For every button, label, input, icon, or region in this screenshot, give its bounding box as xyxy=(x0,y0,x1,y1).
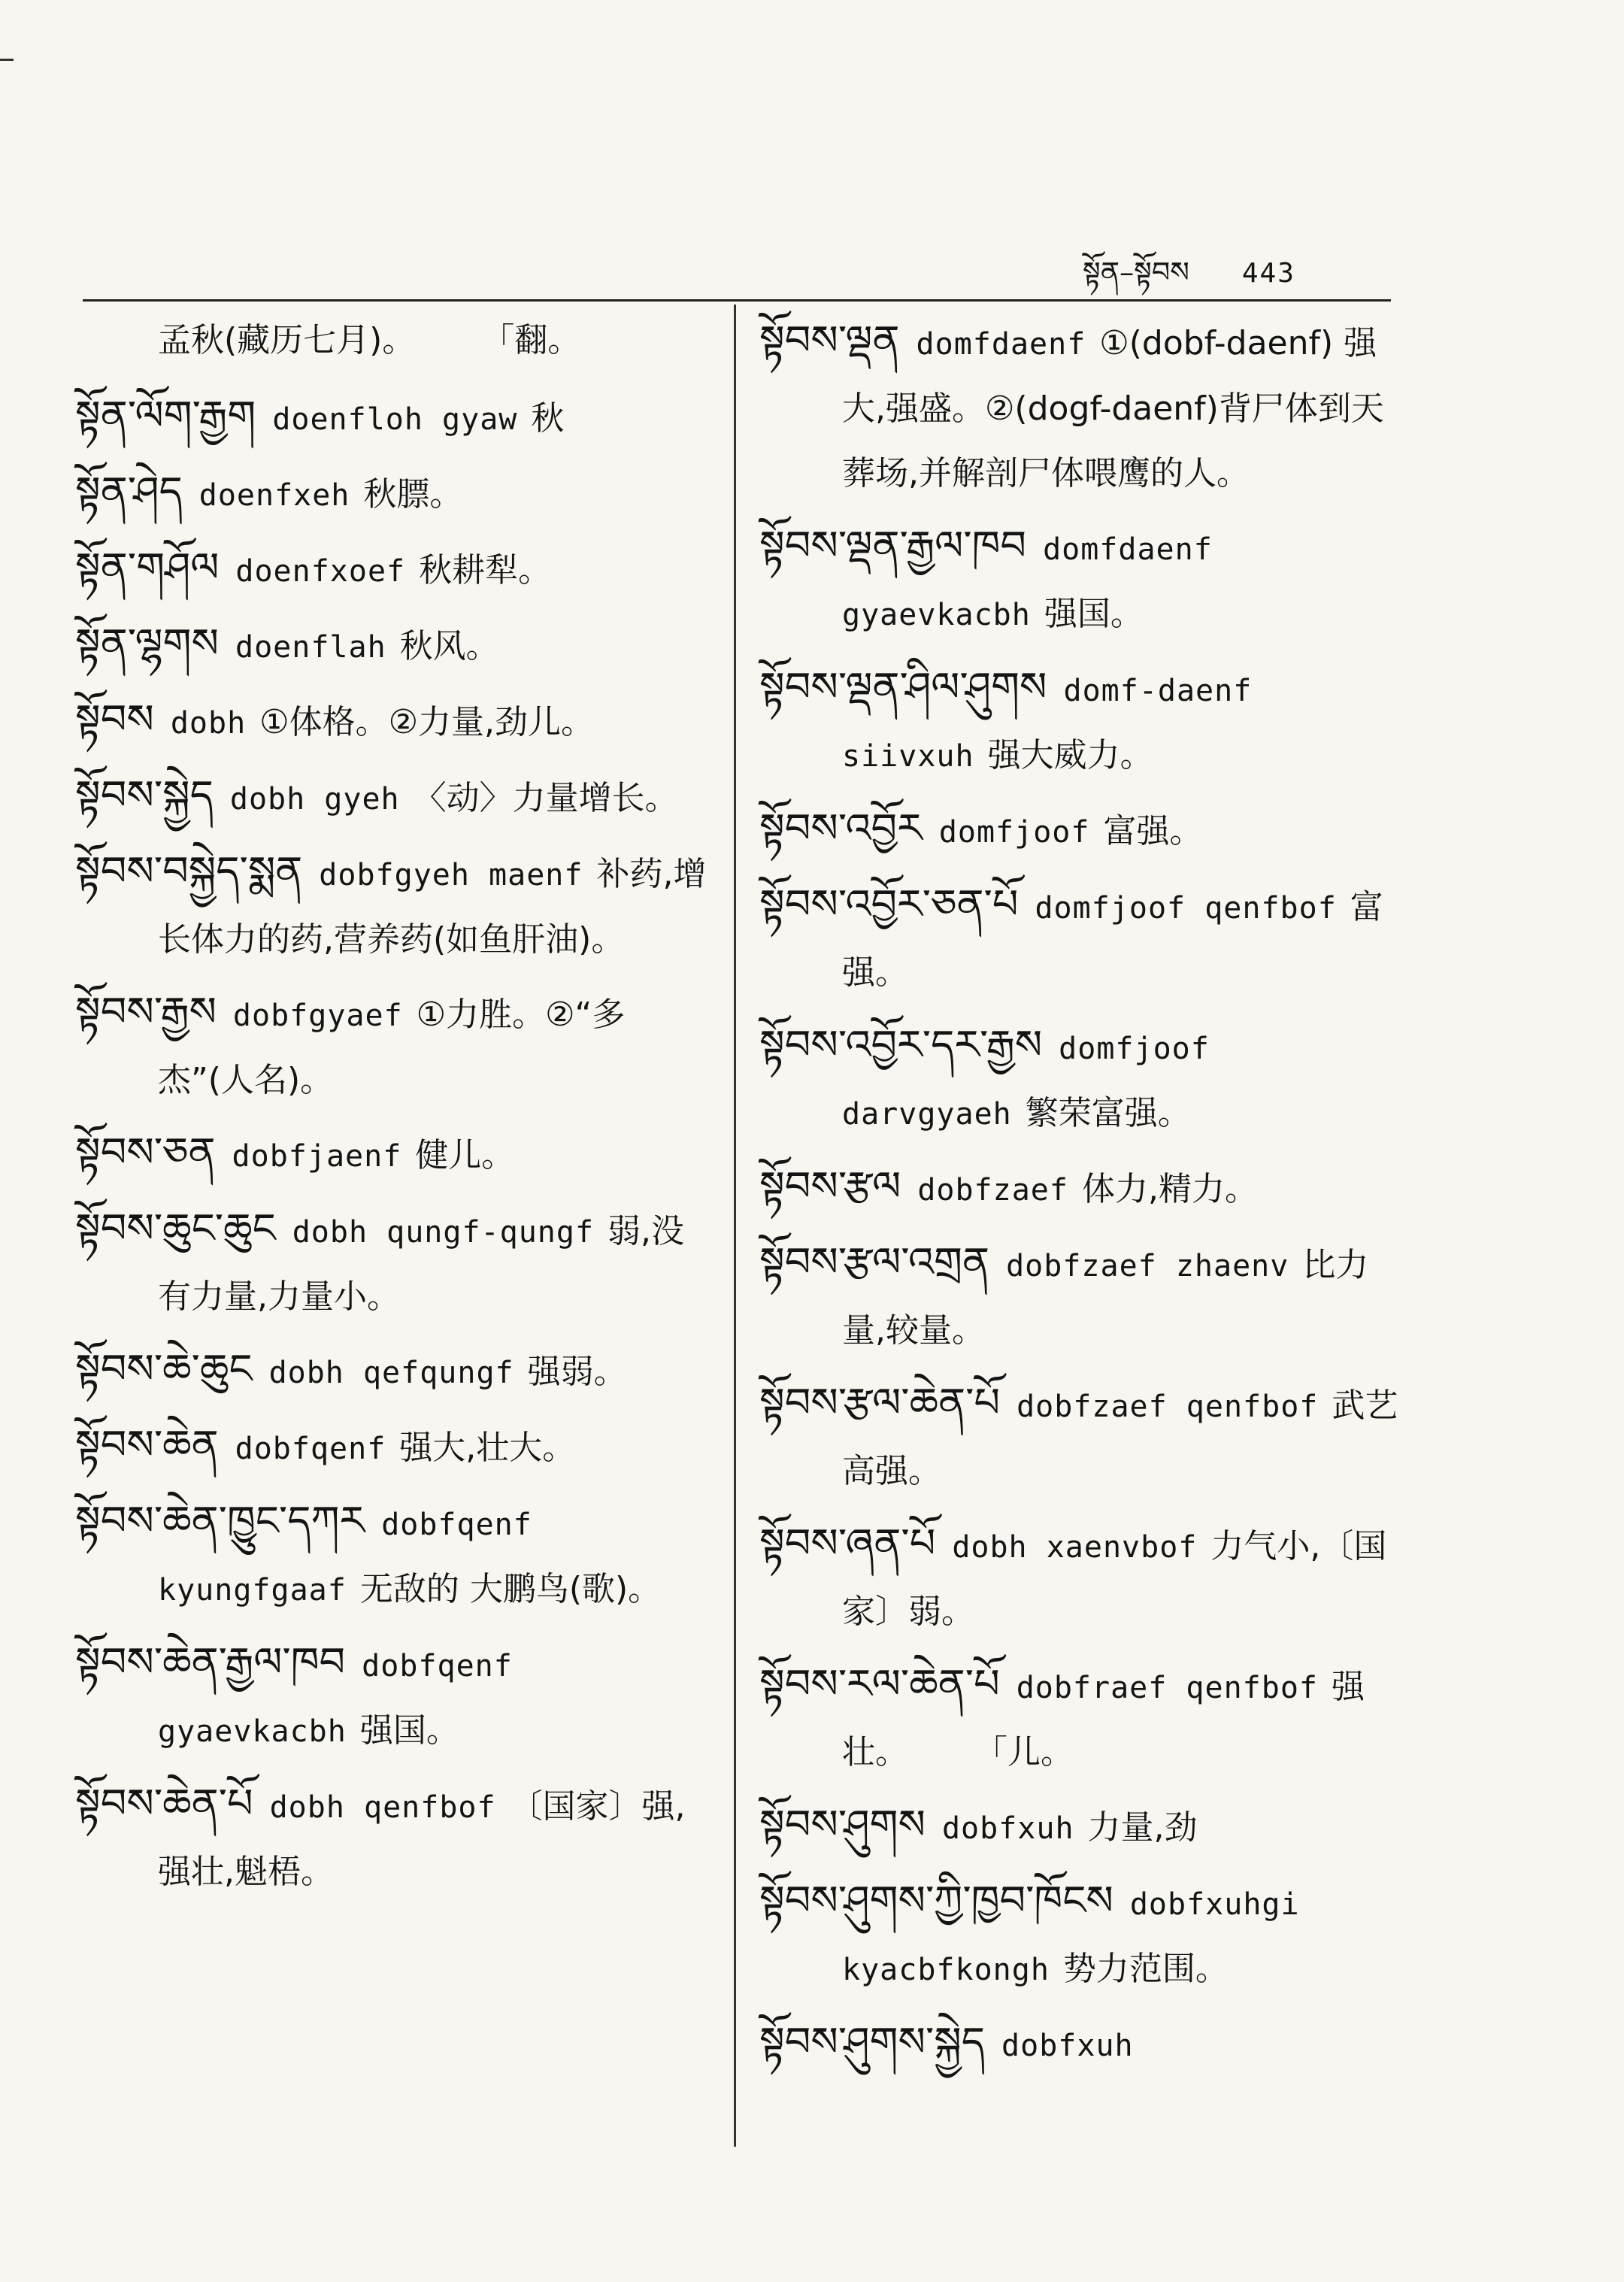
dictionary-entry xyxy=(75,1337,707,1405)
dictionary-entry xyxy=(759,1793,1398,1861)
romanization: domfjoof darvgyaeh xyxy=(842,1032,1210,1132)
dictionary-entry xyxy=(759,1652,1398,1785)
dictionary-entry xyxy=(75,1120,707,1189)
dictionary-entry xyxy=(759,796,1398,865)
dictionary-entry xyxy=(759,1230,1398,1363)
definition: ①体格。②力量,劲儿。 xyxy=(259,703,595,741)
left-column xyxy=(75,308,707,1912)
entry-continuation: 孟秋(藏历七月)。 「翻。 xyxy=(158,321,581,359)
dictionary-entry xyxy=(759,655,1398,789)
definition: 秋风。 xyxy=(399,627,499,665)
romanization: domfjoof xyxy=(938,815,1090,850)
headword-tibetan: སྟོབས་ཞན་པོ xyxy=(759,1520,936,1567)
dictionary-entry xyxy=(759,1013,1398,1147)
headword-tibetan: སྟོབས་ཆུང་ཆུང xyxy=(75,1205,276,1252)
dictionary-entry xyxy=(75,383,707,452)
dictionary-entry xyxy=(759,872,1398,1005)
definition: ①力胜。②“多杰”(人名)。 xyxy=(158,996,626,1099)
romanization: dobh xyxy=(170,706,247,741)
definition: 秋 xyxy=(531,399,565,438)
romanization: dobfzaef xyxy=(917,1173,1068,1208)
dictionary-entry xyxy=(75,839,707,972)
dictionary-entry xyxy=(75,980,707,1113)
dictionary-entry xyxy=(75,535,707,604)
dictionary-entry xyxy=(75,763,707,832)
romanization: domf-daenf siivxuh xyxy=(842,674,1253,774)
dictionary-entry xyxy=(75,1489,707,1623)
romanization: domfjoof qenfbof xyxy=(1035,891,1337,926)
romanization: doenfloh gyaw xyxy=(272,402,518,437)
page-edge-mark xyxy=(0,59,14,61)
dictionary-entry xyxy=(759,2010,1398,2078)
headword-tibetan: སྟོབས་ལྡན་ཤིལ་ཤུགས xyxy=(759,663,1047,711)
romanization: doenfxoef xyxy=(235,554,406,589)
romanization: dobfjaenf xyxy=(232,1139,402,1174)
dictionary-entry xyxy=(759,308,1398,506)
dictionary-entry xyxy=(75,1630,707,1764)
romanization: dobfxuh xyxy=(1001,2029,1134,2063)
definition: 富强。 xyxy=(842,888,1383,992)
romanization: dobfzaef zhaenv xyxy=(1006,1249,1289,1283)
headword-tibetan: སྟོབས་རྒྱས xyxy=(75,988,217,1035)
romanization: dobh qenfbof xyxy=(269,1790,496,1825)
headword-tibetan: སྟོན་གཤོལ xyxy=(75,544,220,591)
definition: 〔国家〕强,强壮,魁梧。 xyxy=(158,1787,686,1891)
dictionary-entry xyxy=(759,1371,1398,1504)
romanization: doenfxeh xyxy=(198,478,350,513)
definition: 体力,精力。 xyxy=(1081,1170,1258,1208)
dictionary-entry xyxy=(75,459,707,528)
headword-tibetan: སྟོབས་ཤུགས་སྐྱེད xyxy=(759,2018,986,2065)
headword-tibetan: སྟོབས་ལྡན་རྒྱལ་ཁབ xyxy=(759,522,1027,569)
page-number: 443 xyxy=(1241,258,1295,289)
headword-tibetan: སྟོབས་འབྱོར་ཅན་པོ xyxy=(759,880,1019,928)
dictionary-entry xyxy=(759,1868,1398,2002)
headword-tibetan: སྟོབས་འབྱོར་དར་རྒྱས xyxy=(759,1021,1043,1068)
headword-tibetan: སྟོབས་རྩལ་འགྲན xyxy=(759,1238,990,1286)
definition: 补药,增长体力的药,营养药(如鱼肝油)。 xyxy=(158,855,707,959)
headword-tibetan: སྟོབས་རྩལ་ཆེན་པོ xyxy=(759,1379,1001,1426)
definition: 势力范围。 xyxy=(1062,1950,1229,1988)
romanization: dobfqenf kyungfgaaf xyxy=(158,1508,532,1608)
romanization: dobfqenf gyaevkacbh xyxy=(158,1649,513,1749)
column-divider xyxy=(734,305,736,2147)
romanization: dobfgyaef xyxy=(232,999,403,1033)
romanization: dobfgyeh maenf xyxy=(319,858,583,892)
romanization: dobfxuhgi kyacbfkongh xyxy=(842,1887,1300,1987)
romanization: dobfqenf xyxy=(235,1432,386,1466)
headword-tibetan: སྟོན་ལོག་རྒྱག xyxy=(75,392,256,439)
headword-tibetan: སྟོབས་ཤུགས xyxy=(759,1801,926,1848)
guide-word: སྟོན–སྟོབས xyxy=(1083,256,1189,289)
dictionary-entry xyxy=(75,1771,707,1905)
headword-tibetan: སྟོབས་ཅན xyxy=(75,1129,216,1176)
definition: 强大,壮大。 xyxy=(399,1429,576,1467)
definition: 健儿。 xyxy=(415,1136,515,1174)
dictionary-entry xyxy=(75,1196,707,1329)
romanization: dobfxuh xyxy=(941,1811,1074,1846)
headword-tibetan: སྟོབས་ཆེན xyxy=(75,1421,219,1468)
romanization: doenflah xyxy=(235,630,386,665)
romanization: dobh gyeh xyxy=(229,782,400,817)
definition: 富强。 xyxy=(1103,812,1203,850)
headword-tibetan: སྟོབས་ཆེ་ཆུང xyxy=(75,1345,253,1393)
romanization: domfdaenf gyaevkacbh xyxy=(842,532,1213,632)
headword-tibetan: སྟོབས་ཆེན་རྒྱལ་ཁབ xyxy=(75,1638,346,1686)
definition: 力气小,〔国家〕弱。 xyxy=(842,1527,1387,1631)
headword-tibetan: སྟོབས་བསྐྱེད་སྨན xyxy=(75,847,303,895)
romanization: domfdaenf xyxy=(916,327,1086,362)
romanization: dobfraef qenfbof xyxy=(1016,1671,1318,1705)
dictionary-entry xyxy=(759,1511,1398,1644)
definition: 弱,没有力量,力量小。 xyxy=(158,1212,685,1316)
definition: ①(dobf-daenf) 强大,强盛。②(dogf-daenf)背尸体到天葬场,并解剖尸体喂鹰的人。 xyxy=(842,324,1384,492)
headword-tibetan: སྟོབས xyxy=(75,696,154,743)
definition: 强国。 xyxy=(359,1711,459,1750)
dictionary-entry xyxy=(759,514,1398,647)
definition: 力量,劲 xyxy=(1087,1808,1198,1847)
definition: 无敌的 大鹏鸟(歌)。 xyxy=(359,1570,662,1608)
dictionary-entry xyxy=(759,1154,1398,1223)
definition: 秋耕犁。 xyxy=(419,551,552,589)
romanization: dobfzaef qenfbof xyxy=(1017,1390,1319,1424)
dictionary-entry xyxy=(75,611,707,680)
headword-tibetan: སྟོན་ལྷགས xyxy=(75,620,219,667)
romanization: dobh qefqungf xyxy=(268,1356,514,1390)
romanization: dobh qungf-qungf xyxy=(292,1215,595,1250)
definition: 强大威力。 xyxy=(987,736,1153,774)
definition: 武艺高强。 xyxy=(842,1386,1398,1490)
headword-tibetan: སྟོབས་ཤུགས་ཀྱི་ཁྱབ་ཁོངས xyxy=(759,1877,1113,1924)
dictionary-entry xyxy=(75,1413,707,1481)
headword-tibetan: སྟོབས་རལ་ཆེན་པོ xyxy=(759,1660,1000,1708)
romanization: dobh xaenvbof xyxy=(952,1530,1198,1565)
definition: 繁荣富强。 xyxy=(1025,1094,1191,1132)
definition: 〈动〉力量增长。 xyxy=(413,779,678,817)
headword-tibetan: སྟོབས་ལྡན xyxy=(759,317,900,364)
header-rule xyxy=(83,299,1391,302)
dictionary-entry xyxy=(75,687,707,756)
headword-tibetan: སྟོབས་འབྱོར xyxy=(759,805,923,852)
right-column xyxy=(759,308,1398,2086)
headword-tibetan: སྟོབས་ཆེན་པོ xyxy=(75,1780,253,1827)
headword-tibetan: སྟོབས་རྩལ xyxy=(759,1162,901,1210)
headword-tibetan: སྟོན་ཤེད xyxy=(75,468,183,515)
definition: 强壮。 「儿。 xyxy=(842,1668,1365,1771)
headword-tibetan: སྟོབས་སྐྱེད xyxy=(75,771,214,819)
definition: 比力量,较量。 xyxy=(842,1246,1369,1350)
definition: 强弱。 xyxy=(527,1353,627,1391)
dictionary-entry xyxy=(75,308,707,373)
definition: 秋膘。 xyxy=(363,475,463,514)
definition: 强国。 xyxy=(1044,595,1144,633)
headword-tibetan: སྟོབས་ཆེན་ཁྱུང་དཀར xyxy=(75,1497,365,1544)
